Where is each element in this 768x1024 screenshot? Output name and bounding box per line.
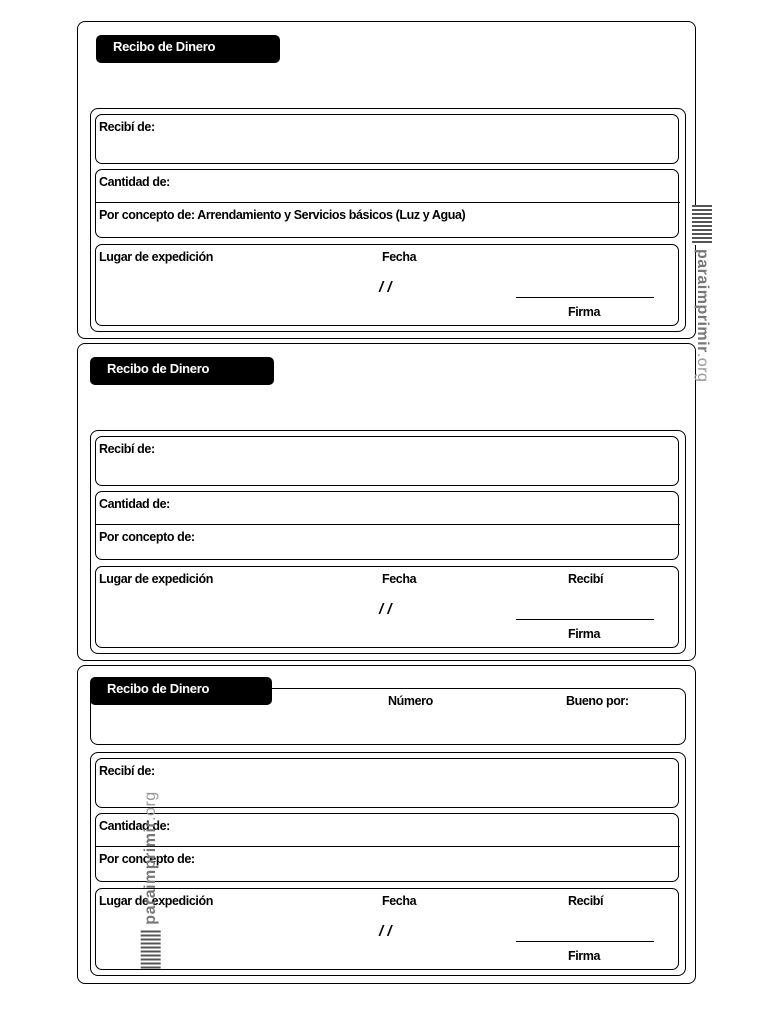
amount-concept-box <box>95 491 679 560</box>
place-label: Lugar de expedición <box>99 572 213 586</box>
place-label: Lugar de expedición <box>99 894 213 908</box>
receipt-3 <box>77 665 696 984</box>
logo-tld: .org <box>141 791 159 821</box>
receipt-title: Recibo de Dinero <box>90 677 272 705</box>
number-label: Número <box>388 694 433 708</box>
signature-label: Firma <box>568 949 601 963</box>
concept-label: Por concepto de: Arrendamiento y Servicios básicos (Luz y Agua) <box>99 208 466 222</box>
date-label: Fecha <box>382 572 417 586</box>
receipt-2 <box>77 343 696 661</box>
good-for-label: Bueno por: <box>566 694 629 708</box>
received-from-box <box>95 114 679 164</box>
signature-line <box>516 941 654 942</box>
amount-concept-box <box>95 813 679 882</box>
amount-concept-box <box>95 169 679 238</box>
signature-line <box>516 619 654 620</box>
barcode-icon <box>141 929 161 969</box>
brand-logo-left <box>141 791 161 968</box>
receipt-body <box>90 108 686 332</box>
amount-label: Cantidad de: <box>99 497 170 511</box>
receipt-title: Recibo de Dinero <box>96 35 280 63</box>
date-label: Fecha <box>382 894 417 908</box>
concept-label: Por concepto de: <box>99 530 195 544</box>
received-from-box <box>95 758 679 808</box>
logo-name: paraimprimir <box>693 249 711 353</box>
received-from-label: Recibí de: <box>99 442 155 456</box>
signature-line <box>516 297 654 298</box>
place-date-box <box>95 888 679 970</box>
place-date-box <box>95 566 679 648</box>
barcode-icon <box>692 205 712 245</box>
date-separators: / / <box>379 923 392 940</box>
concept-label: Por concepto de: <box>99 852 195 866</box>
place-label: Lugar de expedición <box>99 250 213 264</box>
received-from-label: Recibí de: <box>99 764 155 778</box>
received-label: Recibí <box>568 572 604 586</box>
divider <box>96 202 680 203</box>
signature-label: Firma <box>568 305 601 319</box>
receipt-title: Recibo de Dinero <box>90 357 274 385</box>
amount-label: Cantidad de: <box>99 819 170 833</box>
divider <box>96 846 680 847</box>
date-label: Fecha <box>382 250 417 264</box>
received-label: Recibí <box>568 894 604 908</box>
receipt-1 <box>77 21 696 339</box>
brand-logo-right <box>692 205 712 382</box>
place-date-box <box>95 244 679 326</box>
divider <box>96 524 680 525</box>
receipt-body <box>90 430 686 654</box>
date-separators: / / <box>379 601 392 618</box>
signature-label: Firma <box>568 627 601 641</box>
receipt-body <box>90 752 686 976</box>
received-from-box <box>95 436 679 486</box>
date-separators: / / <box>379 279 392 296</box>
logo-tld: .org <box>693 352 711 383</box>
logo-name: paraimprimir <box>141 820 159 925</box>
amount-label: Cantidad de: <box>99 175 170 189</box>
received-from-label: Recibí de: <box>99 120 155 134</box>
